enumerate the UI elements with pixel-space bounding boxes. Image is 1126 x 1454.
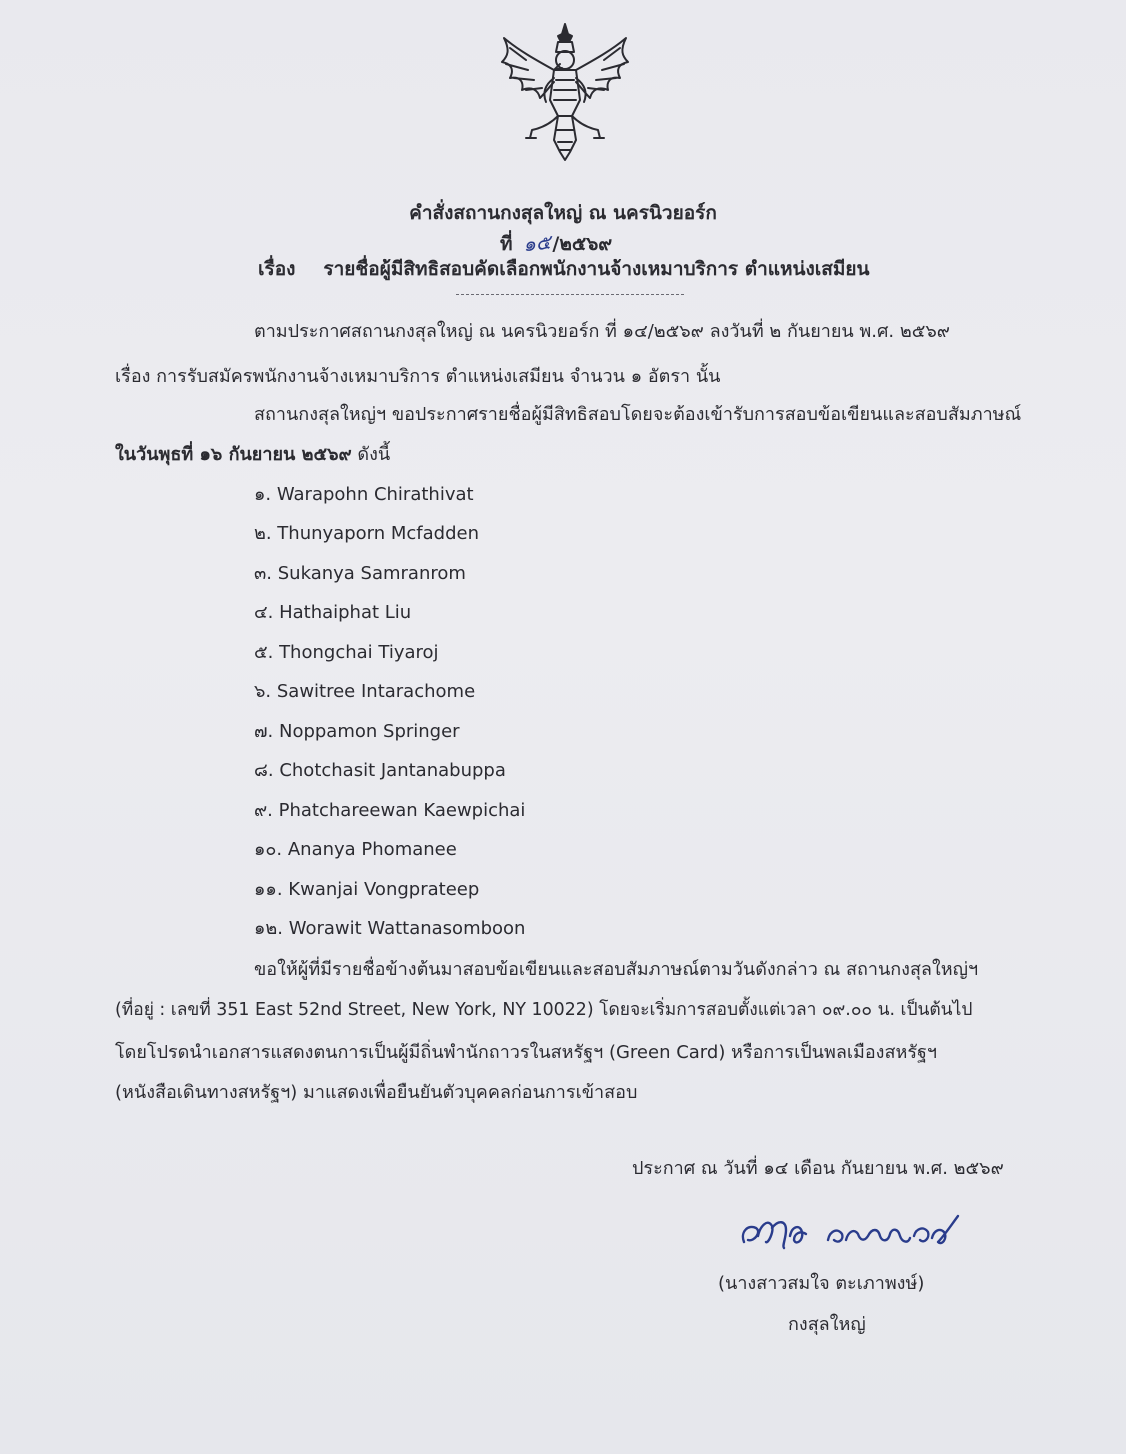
title-divider [456,294,684,295]
list-item: ๙. Phatchareewan Kaewpichai [254,800,526,821]
list-item: ๒. Thunyaporn Mcfadden [254,523,479,544]
order-number-prefix: ที่ [500,233,513,255]
subject-label: เรื่อง [258,258,296,280]
list-item: ๓. Sukanya Samranrom [254,563,466,584]
list-item: ๑. Warapohn Chirathivat [254,484,474,505]
instruction-line-3: โดยโปรดนำเอกสารแสดงตนการเป็นผู้มีถิ่นพำนักถาวรในสหรัฐฯ (Green Card) หรือการเป็นพลเมืองสหรัฐฯ [115,1042,938,1063]
signer-name: (นางสาวสมใจ ตะเภาพงษ์) [718,1273,925,1294]
intro-line-4-rest: ดังนี้ [351,444,391,465]
document-subject [258,254,870,284]
list-item: ๑๒. Worawit Wattanasomboon [254,918,526,939]
list-item: ๑๑. Kwanjai Vongprateep [254,879,480,900]
intro-line-2: เรื่อง การรับสมัครพนักงานจ้างเหมาบริการ ตำแหน่งเสมียน จำนวน ๑ อัตรา นั้น [115,366,721,387]
garuda-emblem-icon [496,20,634,166]
list-item: ๖. Sawitree Intarachome [254,681,476,702]
intro-line-1: ตามประกาศสถานกงสุลใหญ่ ณ นครนิวยอร์ก ที่ ๑๔/๒๕๖๙ ลงวันที่ ๒ กันยายน พ.ศ. ๒๕๖๙ [254,321,950,342]
instruction-line-2: (ที่อยู่ : เลขที่ 351 East 52nd Street, New York, NY 10022) โดยจะเริ่มการสอบตั้งแต่เวลา ๐๙.๐๐ น. เป็นต้นไป [115,1000,973,1020]
instruction-line-1: ขอให้ผู้ที่มีรายชื่อข้างต้นมาสอบข้อเขียนและสอบสัมภาษณ์ตามวันดังกล่าว ณ สถานกงสุลใหญ่ฯ [254,959,979,980]
order-number-suffix: /๒๕๖๙ [552,233,613,255]
document-title: คำสั่งสถานกงสุลใหญ่ ณ นครนิวยอร์ก [409,202,717,224]
order-number-handwritten: ๑๕ [521,229,552,257]
list-item: ๔. Hathaiphat Liu [254,602,412,623]
intro-line-4 [115,443,390,467]
list-item: ๕. Thongchai Tiyaroj [254,642,439,663]
intro-line-3: สถานกงสุลใหญ่ฯ ขอประกาศรายชื่อผู้มีสิทธิสอบโดยจะต้องเข้ารับการสอบข้อเขียนและสอบสัมภาษณ์ [254,404,1022,425]
exam-date: ในวันพุธที่ ๑๖ กันยายน ๒๕๖๙ [115,444,352,465]
list-item: ๘. Chotchasit Jantanabuppa [254,760,506,781]
signature [738,1206,968,1256]
list-item: ๗. Noppamon Springer [254,721,460,742]
subject-text: รายชื่อผู้มีสิทธิสอบคัดเลือกพนักงานจ้างเหมาบริการ ตำแหน่งเสมียน [323,258,870,280]
announce-date: ประกาศ ณ วันที่ ๑๔ เดือน กันยายน พ.ศ. ๒๕๖๙ [632,1158,1004,1179]
instruction-line-4: (หนังสือเดินทางสหรัฐฯ) มาแสดงเพื่อยืนยันตัวบุคคลก่อนการเข้าสอบ [115,1082,638,1103]
list-item: ๑๐. Ananya Phomanee [254,839,457,860]
signer-title: กงสุลใหญ่ [788,1314,866,1335]
